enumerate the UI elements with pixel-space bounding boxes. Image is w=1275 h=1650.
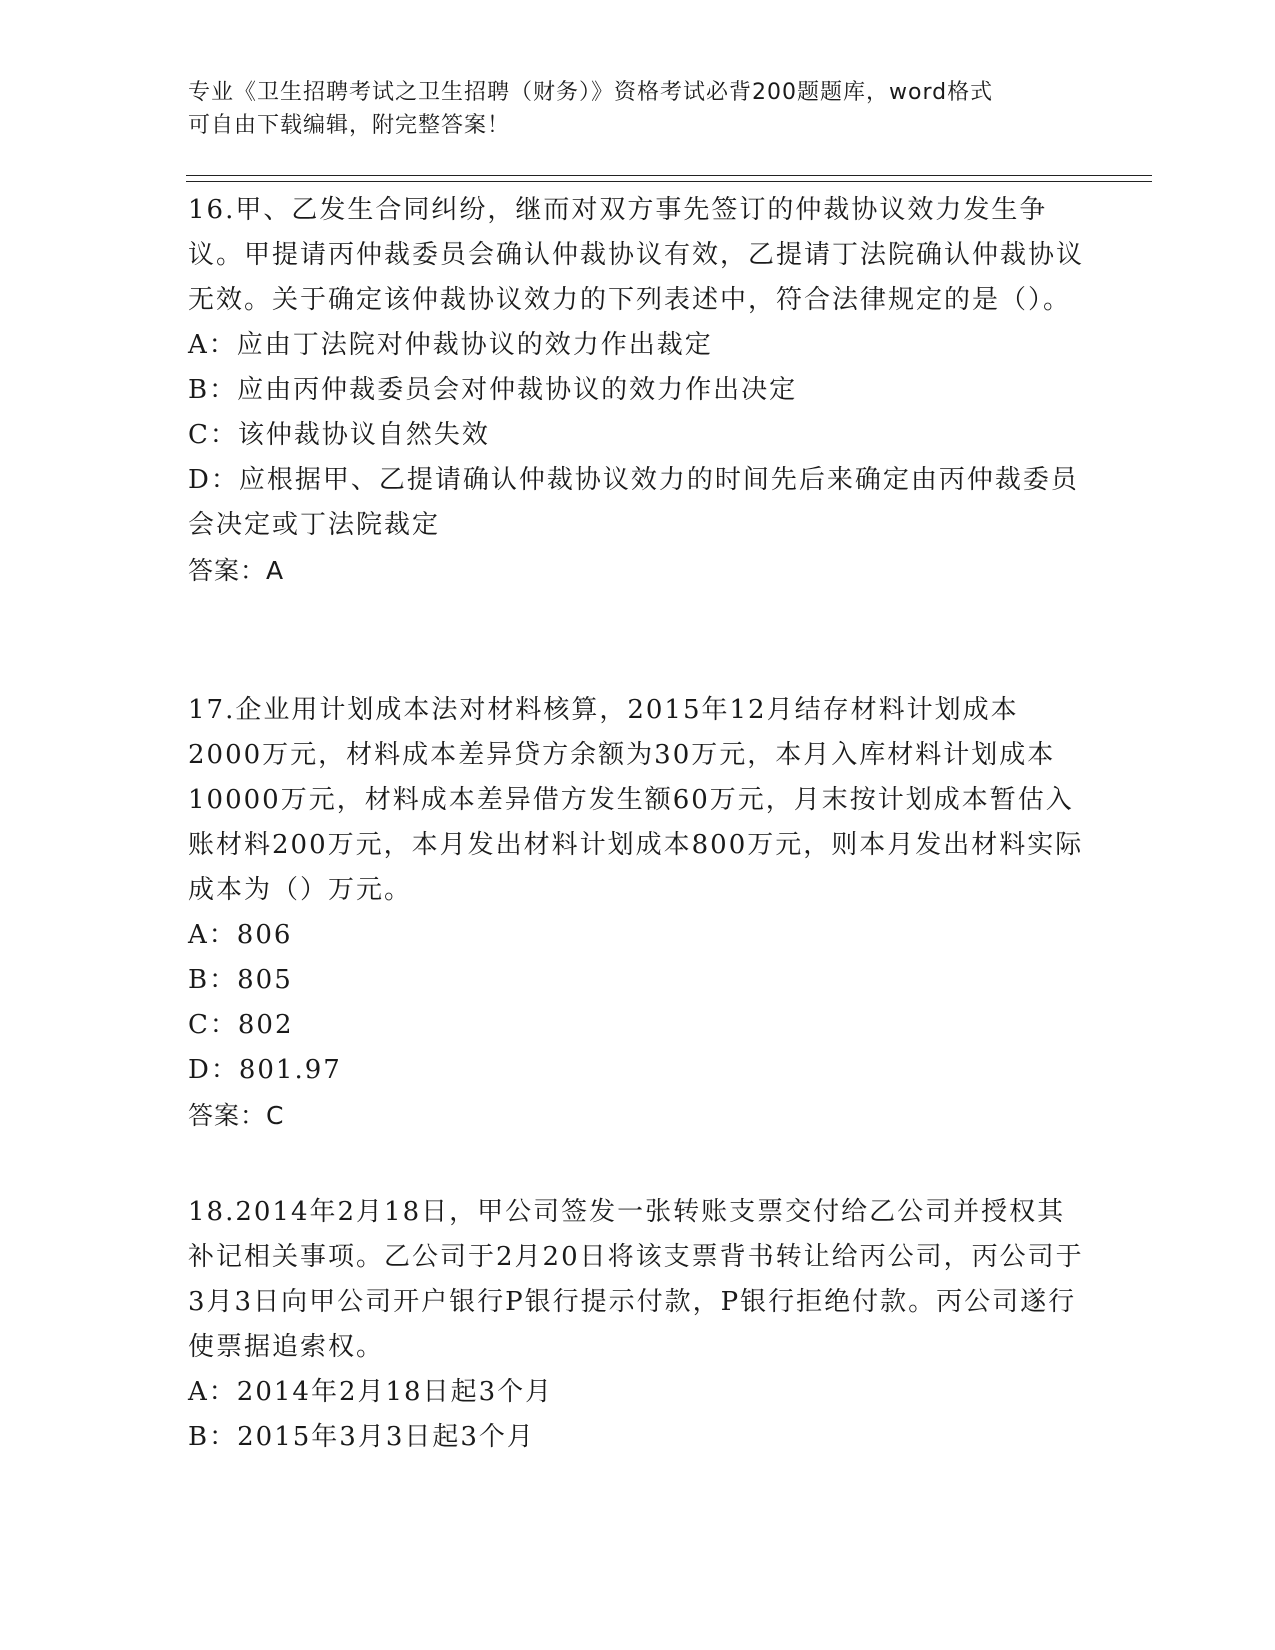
question-16-option-a: A：应由丁法院对仲裁协议的效力作出裁定: [188, 330, 713, 360]
question-17: [188, 688, 1088, 1138]
question-17-option-a: A：806: [188, 920, 293, 950]
question-18-option-a: A：2014年2月18日起3个月: [188, 1377, 554, 1407]
document-header: [188, 76, 1068, 142]
question-17-text: 17.企业用计划成本法对材料核算，2015年12月结存材料计划成本2000万元，材料成本差异贷方余额为30万元，本月入库材料计划成本10000万元，材料成本差异借方发生额60万元，月末按计划成本暂估入账材料200万元，本月发出材料计划成本800万元，则本月发出材料实际成本为（）万元。: [188, 695, 1084, 905]
question-16-option-d: D：应根据甲、乙提请确认仲裁协议效力的时间先后来确定由丙仲裁委员会决定或丁法院裁定: [188, 465, 1079, 540]
question-16-option-b: B：应由丙仲裁委员会对仲裁协议的效力作出决定: [188, 375, 798, 405]
question-17-answer: 答案：C: [188, 1101, 285, 1130]
header-divider-bottom: [186, 181, 1152, 182]
question-17-option-b: B：805: [188, 965, 293, 995]
header-divider-top: [186, 175, 1152, 176]
question-17-option-d: D：801.97: [188, 1055, 342, 1085]
question-18-option-b: B：2015年3月3日起3个月: [188, 1422, 535, 1452]
question-16-option-c: C：该仲裁协议自然失效: [188, 420, 490, 450]
header-subtitle-line: 可自由下载编辑，附完整答案！: [188, 113, 511, 138]
header-title-line: 专业《卫生招聘考试之卫生招聘（财务）》资格考试必背200题题库，word格式: [188, 80, 994, 105]
question-18-text: 18.2014年2月18日，甲公司签发一张转账支票交付给乙公司并授权其补记相关事项。乙公司于2月20日将该支票背书转让给丙公司，丙公司于3月3日向甲公司开户银行P银行提示付款，P银行拒绝付款。丙公司遂行使票据追索权。: [188, 1197, 1084, 1362]
question-18: [188, 1190, 1088, 1460]
question-16-text: 16.甲、乙发生合同纠纷，继而对双方事先签订的仲裁协议效力发生争议。甲提请丙仲裁委员会确认仲裁协议有效，乙提请丁法院确认仲裁协议无效。关于确定该仲裁协议效力的下列表述中，符合法律规定的是（）。: [188, 195, 1085, 315]
question-16-answer: 答案：A: [188, 556, 285, 585]
question-17-option-c: C：802: [188, 1010, 294, 1040]
question-16: [188, 188, 1088, 593]
